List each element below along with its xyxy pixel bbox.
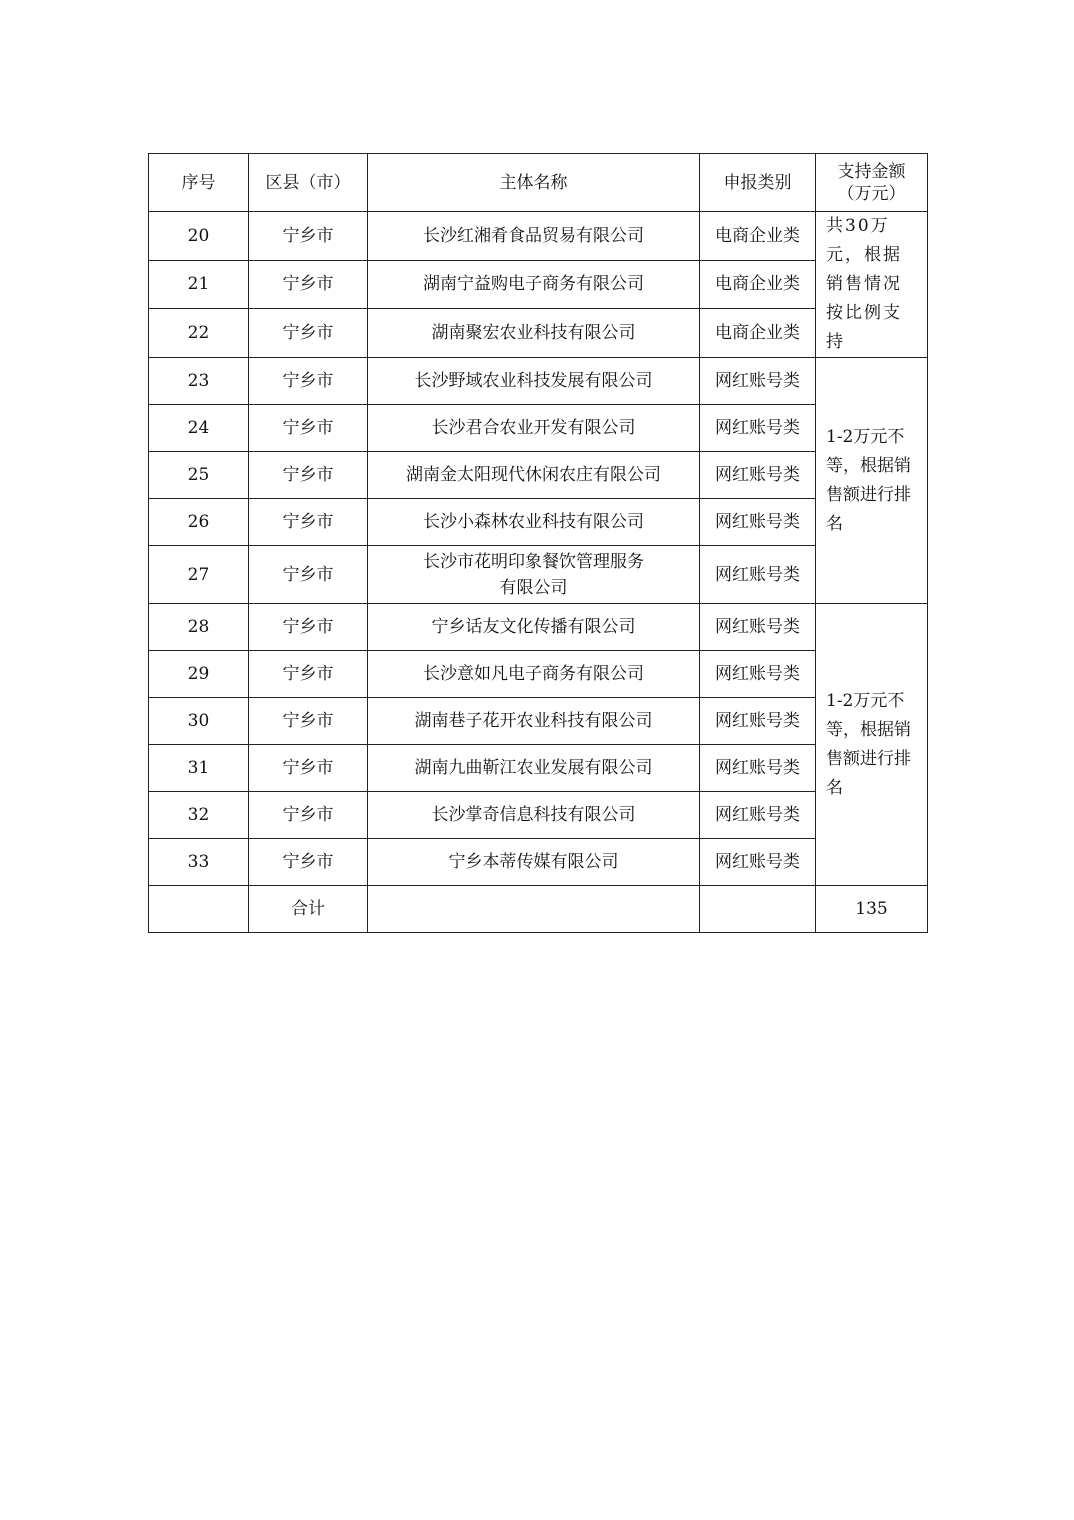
cell-entity-line1: 长沙市花明印象餐饮管理服务: [423, 551, 644, 572]
cell-district: 宁乡市: [249, 405, 368, 452]
table-row: [149, 405, 928, 452]
header-amount-line2: （万元）: [837, 183, 906, 204]
cell-category: 网红账号类: [700, 405, 816, 452]
cell-total-category-empty: [700, 886, 816, 933]
cell-seq: 33: [149, 839, 249, 886]
table-row: [149, 309, 928, 358]
cell-seq: 28: [149, 604, 249, 651]
cell-total-seq-empty: [149, 886, 249, 933]
header-district: 区县（市）: [249, 154, 368, 212]
table-row: [149, 452, 928, 499]
table-row: [149, 260, 928, 309]
cell-district: 宁乡市: [249, 839, 368, 886]
cell-district: 宁乡市: [249, 212, 368, 261]
cell-category: 网红账号类: [700, 546, 816, 604]
cell-entity: 长沙红湘肴食品贸易有限公司: [368, 212, 700, 261]
table-row: [149, 546, 928, 604]
cell-entity: 长沙意如凡电子商务有限公司: [368, 651, 700, 698]
cell-category: 网红账号类: [700, 698, 816, 745]
cell-total-entity-empty: [368, 886, 700, 933]
cell-district: 宁乡市: [249, 745, 368, 792]
cell-district: 宁乡市: [249, 698, 368, 745]
total-row: [149, 886, 928, 933]
table-row: [149, 499, 928, 546]
cell-entity: 湖南巷子花开农业科技有限公司: [368, 698, 700, 745]
cell-entity: 宁乡本蒂传媒有限公司: [368, 839, 700, 886]
table-row: [149, 651, 928, 698]
cell-category: 电商企业类: [700, 309, 816, 358]
cell-category: 网红账号类: [700, 745, 816, 792]
cell-category: 网红账号类: [700, 358, 816, 405]
table-row: [149, 604, 928, 651]
cell-amount-note-group2: 1-2万元不等，根据销售额进行排名: [816, 358, 928, 604]
cell-entity: [368, 546, 700, 604]
table-row: [149, 212, 928, 261]
cell-total-label: 合计: [249, 886, 368, 933]
cell-entity: 长沙掌奇信息科技有限公司: [368, 792, 700, 839]
cell-seq: 27: [149, 546, 249, 604]
cell-entity: 宁乡话友文化传播有限公司: [368, 604, 700, 651]
cell-district: 宁乡市: [249, 499, 368, 546]
cell-seq: 24: [149, 405, 249, 452]
cell-category: 网红账号类: [700, 499, 816, 546]
cell-entity: 湖南九曲靳江农业发展有限公司: [368, 745, 700, 792]
table-row: [149, 358, 928, 405]
cell-district: 宁乡市: [249, 358, 368, 405]
cell-entity: 长沙君合农业开发有限公司: [368, 405, 700, 452]
cell-district: 宁乡市: [249, 546, 368, 604]
cell-amount-note-group3: 1-2万元不等，根据销售额进行排名: [816, 604, 928, 886]
cell-category: 网红账号类: [700, 792, 816, 839]
cell-seq: 23: [149, 358, 249, 405]
cell-entity: 湖南金太阳现代休闲农庄有限公司: [368, 452, 700, 499]
cell-category: 网红账号类: [700, 651, 816, 698]
cell-seq: 30: [149, 698, 249, 745]
cell-seq: 20: [149, 212, 249, 261]
header-amount-line1: 支持金额: [837, 161, 906, 182]
cell-entity-line2: 有限公司: [499, 577, 568, 598]
cell-seq: 31: [149, 745, 249, 792]
header-amount: [816, 154, 928, 212]
cell-seq: 21: [149, 260, 249, 309]
table-row: [149, 745, 928, 792]
table-header-row: [149, 154, 928, 212]
cell-seq: 26: [149, 499, 249, 546]
cell-entity: 长沙小森林农业科技有限公司: [368, 499, 700, 546]
cell-district: 宁乡市: [249, 260, 368, 309]
cell-district: 宁乡市: [249, 309, 368, 358]
cell-seq: 22: [149, 309, 249, 358]
cell-category: 电商企业类: [700, 260, 816, 309]
cell-category: 网红账号类: [700, 604, 816, 651]
funding-table: [148, 153, 928, 933]
cell-entity: 湖南聚宏农业科技有限公司: [368, 309, 700, 358]
cell-district: 宁乡市: [249, 792, 368, 839]
cell-district: 宁乡市: [249, 452, 368, 499]
cell-total-amount: 135: [816, 886, 928, 933]
cell-category: 网红账号类: [700, 452, 816, 499]
header-entity: 主体名称: [368, 154, 700, 212]
table-row: [149, 792, 928, 839]
cell-entity: 长沙野域农业科技发展有限公司: [368, 358, 700, 405]
cell-seq: 29: [149, 651, 249, 698]
cell-category: 电商企业类: [700, 212, 816, 261]
cell-district: 宁乡市: [249, 604, 368, 651]
cell-amount-note-group1: 共30万元，根据销售情况按比例支持: [816, 212, 928, 358]
table-row: [149, 839, 928, 886]
cell-category: 网红账号类: [700, 839, 816, 886]
table-row: [149, 698, 928, 745]
cell-seq: 32: [149, 792, 249, 839]
header-category: 申报类别: [700, 154, 816, 212]
cell-entity: 湖南宁益购电子商务有限公司: [368, 260, 700, 309]
cell-district: 宁乡市: [249, 651, 368, 698]
cell-seq: 25: [149, 452, 249, 499]
header-seq: 序号: [149, 154, 249, 212]
